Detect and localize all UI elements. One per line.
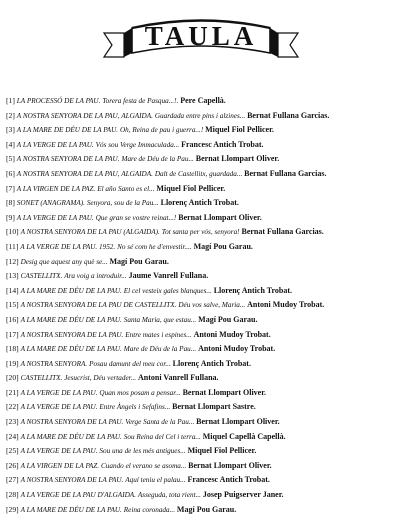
author-name: Francesc Antich Trobat. xyxy=(187,475,270,485)
contents-list xyxy=(6,94,400,517)
first-line: Asseguda, tota rient... xyxy=(137,491,201,500)
poem-title: A NOSTRA SENYORA DE LA PAU. xyxy=(16,155,120,164)
list-item xyxy=(6,196,400,211)
first-line: Tot santa per vós, senyora! xyxy=(161,228,240,237)
entry-number: [17] xyxy=(6,329,19,339)
list-item xyxy=(6,328,400,343)
first-line: Posau damunt del meu cor... xyxy=(89,359,171,368)
entry-number: [1] xyxy=(6,96,15,105)
poem-title: A LA VERGE DE LA PAU. xyxy=(16,140,94,149)
first-line: Mare de Déu de la Pau... xyxy=(121,155,194,164)
author-name: Francesc Antich Trobat. xyxy=(181,139,264,149)
entry-number: [29] xyxy=(6,504,19,514)
poem-title: A LA MARE DE DÉU DE LA PAU. xyxy=(20,345,122,354)
entry-number: [21] xyxy=(6,387,19,397)
poem-title: A LA VIRGEN DE LA PAZ. xyxy=(16,184,96,193)
first-line: Cuando el verano se asoma... xyxy=(101,461,187,470)
entry-number: [20] xyxy=(6,373,19,383)
poem-title: A NOSTRA SENYORA. xyxy=(20,359,88,368)
poem-title: A NOSTRA SENYORA DE LA PAU, ALGAIDA. xyxy=(16,169,153,178)
author-name: Llorenç Antich Trobat. xyxy=(160,198,239,208)
list-item xyxy=(6,167,400,182)
author-name: Antoni Vanrell Fullana. xyxy=(137,373,219,383)
list-item xyxy=(6,255,400,270)
page-title: TAULA xyxy=(144,21,258,51)
entry-number: [10] xyxy=(6,227,19,237)
poem-title: A LA MARE DE DÉU DE LA PAU. xyxy=(20,315,122,324)
list-item xyxy=(6,386,400,401)
first-line: Senyora, sou de la Pau... xyxy=(86,199,159,208)
author-name: Bernat Llompart Oliver. xyxy=(182,387,267,397)
poem-title: A LA MARE DE DÉU DE LA PAU. xyxy=(20,505,122,514)
list-item xyxy=(6,284,400,299)
entry-number: [11] xyxy=(6,241,19,251)
author-name: Antoni Mudoy Trobat. xyxy=(193,329,271,339)
entry-number: [26] xyxy=(6,460,19,470)
first-line: Ara voig a introduir... xyxy=(64,272,127,281)
author-name: Miquel Capellà Capellà. xyxy=(202,431,286,441)
poem-title: CASTELLITX. xyxy=(20,374,63,383)
author-name: Pere Capellà. xyxy=(180,96,226,105)
author-name: Bernat Fullana Garcias. xyxy=(247,110,330,120)
first-line: Vós sou Verge Immaculada... xyxy=(95,140,180,149)
list-item xyxy=(6,94,400,109)
first-line: Jesucrist, Déu vertader... xyxy=(64,374,137,383)
entry-number: [27] xyxy=(6,475,19,485)
list-item xyxy=(6,459,400,474)
poem-title: A NOSTRA SENYORA DE LA PAU (ALGAIDA). xyxy=(20,228,160,237)
list-item xyxy=(6,269,400,284)
author-name: Antoni Mudoy Trobat. xyxy=(247,300,325,310)
list-item xyxy=(6,240,400,255)
author-name: Llorenç Antich Trobat. xyxy=(172,358,251,368)
title-banner xyxy=(102,7,300,65)
author-name: Magí Pou Garau. xyxy=(109,256,169,266)
author-name: Bernat Llompart Oliver. xyxy=(196,417,280,427)
author-name: Bernat Llompart Sastre. xyxy=(172,402,256,412)
author-name: Llorenç Antich Trobat. xyxy=(213,285,293,295)
first-line: Dalt de Castellitx, guardada... xyxy=(154,169,243,178)
entry-number: [25] xyxy=(6,446,19,456)
entry-number: [3] xyxy=(6,125,15,135)
list-item xyxy=(6,138,400,153)
author-name: Miquel Fiol Pellicer. xyxy=(205,125,274,135)
poem-title: SONET (ANAGRAMA). xyxy=(16,199,85,208)
first-line: Santa Maria, que estau... xyxy=(123,315,197,324)
author-name: Jaume Vanrell Fullana. xyxy=(128,271,209,281)
list-item xyxy=(6,503,400,517)
author-name: Josep Puigserver Janer. xyxy=(202,490,284,500)
author-name: Bernat Llompart Oliver. xyxy=(195,154,280,164)
list-item xyxy=(6,313,400,328)
first-line: Aquí teniu el palau... xyxy=(125,476,186,485)
author-name: Magí Pou Garau. xyxy=(193,241,253,251)
list-item xyxy=(6,488,400,503)
first-line: No sé com he d'envestir.... xyxy=(117,242,192,251)
list-item xyxy=(6,371,400,386)
entry-number: [22] xyxy=(6,402,19,412)
first-line: Guardada entre pins i alzines... xyxy=(154,111,246,120)
author-name: Miquel Fiol Pellicer. xyxy=(187,446,257,456)
poem-title: A LA VERGE DE LA PAU. xyxy=(20,388,98,397)
entry-number: [5] xyxy=(6,154,15,164)
entry-number: [24] xyxy=(6,431,19,441)
author-name: Antoni Mudoy Trobat. xyxy=(198,344,276,354)
poem-title: A LA MARE DE DÉU DE LA PAU. xyxy=(16,126,119,135)
author-name: Miquel Fiol Pellicer. xyxy=(156,183,226,193)
author-name: Bernat Llompart Oliver. xyxy=(188,460,272,470)
first-line: Desig que aquest any què se... xyxy=(20,257,108,266)
list-item xyxy=(6,430,400,445)
list-item xyxy=(6,182,400,197)
entry-number: [14] xyxy=(6,285,19,295)
first-line: Que gran se vostre reinat...! xyxy=(95,213,177,222)
entry-number: [4] xyxy=(6,139,15,149)
list-item xyxy=(6,211,400,226)
first-line: Sou Reina del Cel i terra... xyxy=(123,432,201,441)
list-item xyxy=(6,400,400,415)
list-item xyxy=(6,109,400,124)
list-item xyxy=(6,225,400,240)
poem-title: A LA VERGE DE LA PAU. xyxy=(16,213,94,222)
first-line: Entre Àngels i Sefafins... xyxy=(99,403,171,412)
entry-number: [23] xyxy=(6,417,19,427)
list-item xyxy=(6,415,400,430)
first-line: El cel vesteix gales blanques... xyxy=(123,286,212,295)
list-item xyxy=(6,473,400,488)
first-line: Reina coronada... xyxy=(123,505,176,514)
entry-number: [2] xyxy=(6,110,15,120)
poem-title: A NOSTRA SENYORA DE LA PAU. xyxy=(20,476,124,485)
poem-title: A LA MARE DE DÉU DE LA PAU. xyxy=(20,432,122,441)
author-name: Bernat Fullana Garcias. xyxy=(241,227,324,237)
author-name: Magí Pou Garau. xyxy=(198,314,258,324)
entry-number: [13] xyxy=(6,271,19,281)
entry-number: [9] xyxy=(6,212,15,222)
poem-title: A LA VERGE DE LA PAU. xyxy=(20,447,98,456)
entry-number: [8] xyxy=(6,198,15,208)
entry-number: [15] xyxy=(6,300,19,310)
poem-title: A NOSTRA SENYORA DE LA PAU. xyxy=(20,418,124,427)
author-name: Bernat Llompart Oliver. xyxy=(178,212,262,222)
author-name: Bernat Fullana Garcias. xyxy=(244,168,327,178)
first-line: Oh, Reina de pau i guerra...! xyxy=(119,126,204,135)
list-item xyxy=(6,444,400,459)
entry-number: [7] xyxy=(6,183,15,193)
first-line: Torera festa de Pasqua...!. xyxy=(102,97,179,105)
poem-title: A NOSTRA SENYORA DE LA PAU. xyxy=(20,330,124,339)
entry-number: [12] xyxy=(6,256,19,266)
entry-number: [19] xyxy=(6,358,19,368)
first-line: El año Santo es el... xyxy=(97,184,155,193)
entry-number: [16] xyxy=(6,314,19,324)
first-line: Déu vos salve, Maria... xyxy=(178,301,246,310)
poem-title: A LA VERGE DE LA PAU. 1952. xyxy=(20,242,116,251)
poem-title: A LA VERGE DE LA PAU. xyxy=(20,403,98,412)
first-line: Entre mates i espines... xyxy=(125,330,192,339)
first-line: Verge Santa de la Pau... xyxy=(125,418,195,427)
poem-title: A LA MARE DE DÉU DE LA PAU. xyxy=(20,286,122,295)
poem-title: LA PROCESSÓ DE LA PAU. xyxy=(16,97,101,105)
poem-title: A NOSTRA SENYORA DE LA PAU DE CASTELLITX. xyxy=(20,301,177,310)
entry-number: [28] xyxy=(6,490,19,500)
first-line: Mare de Déu de la Pau... xyxy=(123,345,197,354)
entry-number: [18] xyxy=(6,344,19,354)
entry-number: [6] xyxy=(6,168,15,178)
list-item xyxy=(6,342,400,357)
poem-title: A LA VIRGEN DE LA PAZ. xyxy=(20,461,100,470)
poem-title: A NOSTRA SENYORA DE LA PAU, ALGAIDA. xyxy=(16,111,153,120)
list-item xyxy=(6,123,400,138)
poem-title: A LA VERGE DE LA PAU D'ALGAIDA. xyxy=(20,491,136,500)
first-line: Quan mos posam a pensar... xyxy=(99,388,181,397)
first-line: Sou una de les més antigues... xyxy=(99,447,186,456)
list-item xyxy=(6,298,400,313)
list-item xyxy=(6,152,400,167)
author-name: Magí Pou Garau. xyxy=(176,504,237,514)
list-item xyxy=(6,357,400,372)
poem-title: CASTELLITX. xyxy=(20,272,63,281)
